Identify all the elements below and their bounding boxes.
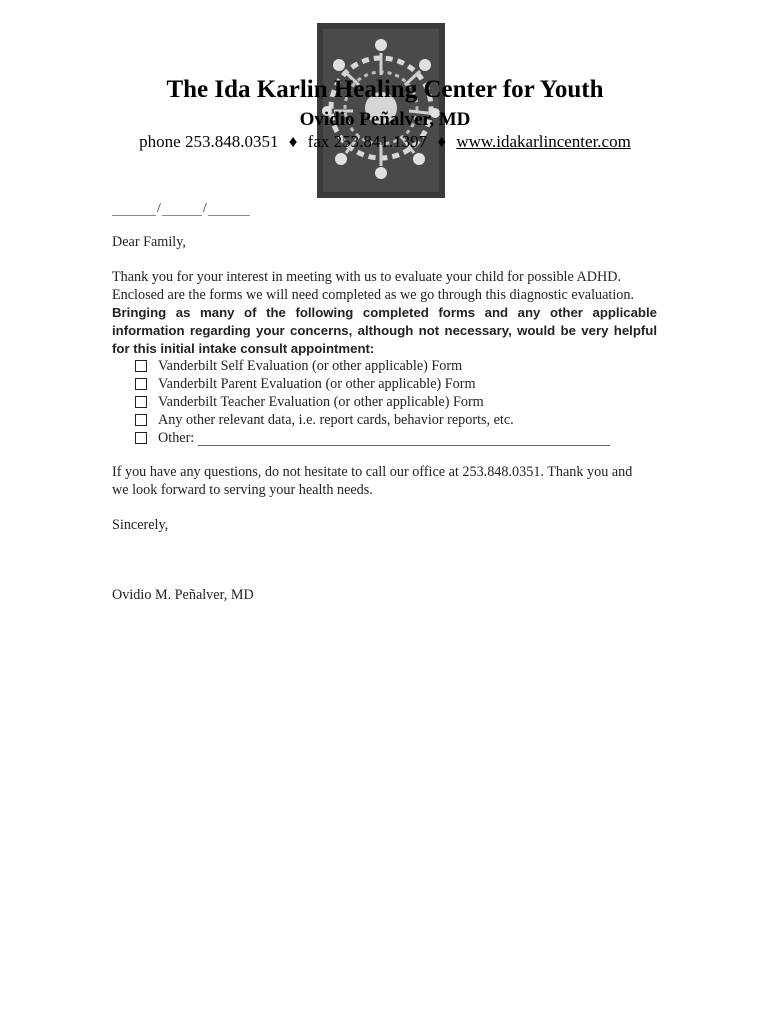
questions-paragraph [112, 463, 657, 499]
checklist-label: Vanderbilt Teacher Evaluation (or other applicable) Form [158, 394, 484, 410]
checklist-label: Vanderbilt Self Evaluation (or other applicable) Form [158, 358, 463, 374]
date-year-blank[interactable] [208, 202, 250, 216]
checkbox-other-data[interactable] [135, 414, 147, 426]
checkbox-parent-evaluation[interactable] [135, 378, 147, 390]
phone-number: phone 253.848.0351 [139, 132, 279, 151]
checkbox-teacher-evaluation[interactable] [135, 396, 147, 408]
date-field[interactable] [112, 200, 250, 216]
checklist-item [135, 375, 655, 393]
website-link[interactable]: www.idakarlincenter.com [456, 132, 631, 151]
checkbox-other[interactable] [135, 432, 147, 444]
fax-number: fax 253.841.1397 [307, 132, 428, 151]
doctor-name: Ovidio Peñalver, MD [299, 109, 471, 130]
date-slash-1: / [157, 201, 161, 216]
contact-line [0, 132, 770, 152]
questions-line: If you have any questions, do not hesitate to call our office at 253.848.0351. Thank you and [112, 464, 633, 480]
checklist-item [135, 429, 655, 447]
other-input-line[interactable] [198, 431, 610, 446]
intro-line: Thank you for your interest in meeting with us to evaluate your child for possible ADHD. [112, 269, 622, 285]
date-slash-2: / [202, 201, 207, 216]
checklist-label: Vanderbilt Parent Evaluation (or other applicable) Form [158, 376, 476, 392]
signature-name: Ovidio M. Peñalver, MD [112, 587, 254, 603]
checklist-item [135, 411, 655, 429]
diamond-separator-1: ♦ [288, 132, 298, 151]
questions-line: we look forward to serving your health needs. [112, 482, 373, 498]
date-day-blank[interactable] [162, 202, 202, 216]
diamond-separator-2: ♦ [437, 132, 447, 151]
intro-line: Enclosed are the forms we will need completed as we go through this diagnostic evaluation. [112, 287, 635, 303]
forms-checklist [135, 357, 655, 447]
closing: Sincerely, [112, 517, 169, 533]
forms-request: Bringing as many of the following completed forms and any other applicable information regarding your concerns, although not necessary, would be very helpful for this initial intake consult appointment: [112, 305, 657, 356]
checkbox-self-evaluation[interactable] [135, 360, 147, 372]
intro-paragraph [112, 268, 657, 358]
checklist-label: Other: [158, 430, 195, 446]
checklist-item [135, 357, 655, 375]
salutation: Dear Family, [112, 234, 186, 250]
date-month-blank[interactable] [112, 202, 156, 216]
center-title: The Ida Karlin Healing Center for Youth [166, 76, 604, 103]
checklist-item [135, 393, 655, 411]
checklist-label: Any other relevant data, i.e. report cards, behavior reports, etc. [158, 412, 514, 428]
